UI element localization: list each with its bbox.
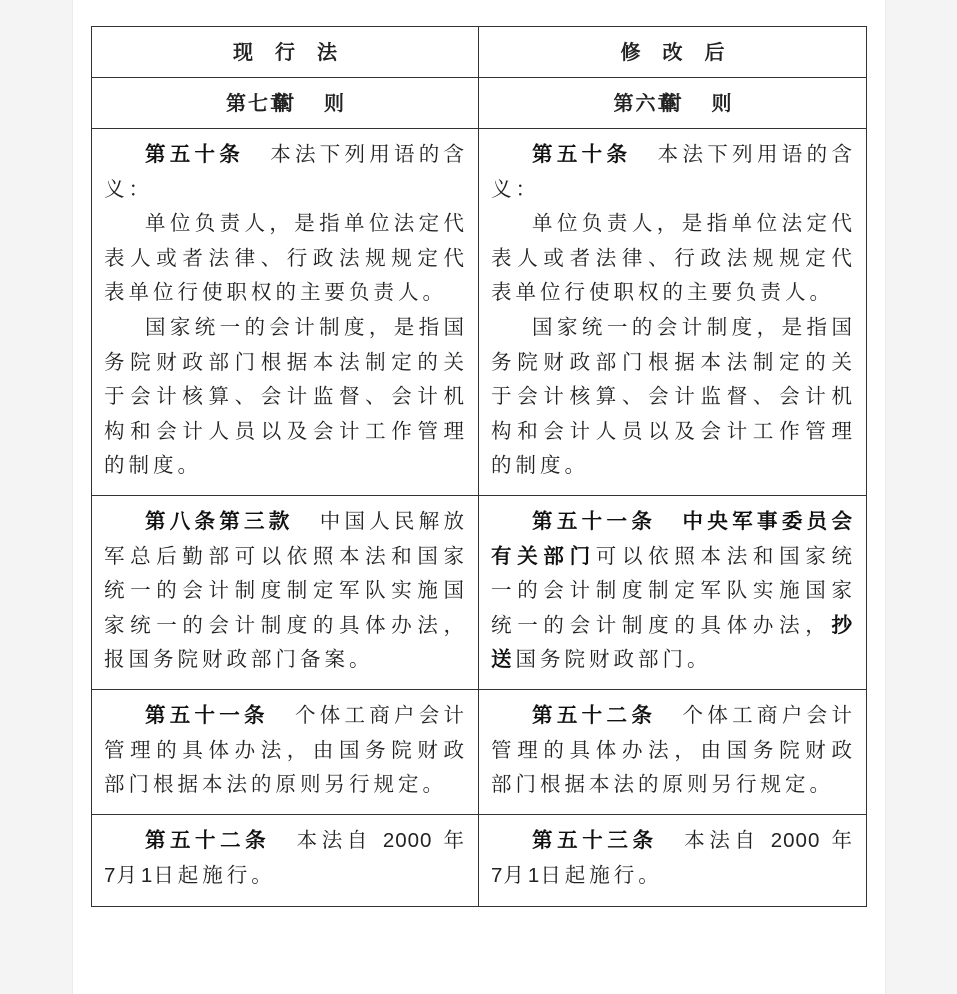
- table-row: [92, 814, 867, 906]
- article-text: 个体工商户会计管理的具体办法，由国务院财政部门根据本法的原则另行规定。: [491, 702, 857, 797]
- cell-amended-art51: [479, 495, 867, 689]
- amended-text: 抄送: [491, 612, 856, 672]
- cell-amended-art50: [479, 129, 867, 496]
- article-number: 第五十二条: [145, 827, 271, 852]
- cell-current-art51: [92, 689, 479, 814]
- article-number: 第五十三条: [532, 827, 658, 852]
- article-text: 可以依照本法和国家统一的会计制度制定军队实施国家统一的会计制度的具体办法，: [491, 543, 857, 637]
- law-comparison-table: [91, 26, 867, 907]
- article-text: 国家统一的会计制度，是指国务院财政部门根据本法制定的关于会计核算、会计监督、会计机构和会计人员以及会计工作管理的制度。: [104, 314, 468, 478]
- table-row: [92, 689, 867, 814]
- cell-current-art50: [92, 129, 479, 496]
- chapter-row: [92, 78, 867, 129]
- article-text: 单位负责人，是指单位法定代表人或者法律、行政法规规定代表单位行使职权的主要负责人。: [491, 211, 856, 305]
- table-row: [92, 495, 867, 689]
- header-row: [92, 27, 867, 78]
- article-number: 第五十条: [532, 142, 632, 166]
- article-text: 国务院财政部门。: [515, 647, 712, 672]
- chapter-amended: 第六章附则: [479, 78, 867, 129]
- article-text: 本法下列用语的含义：: [104, 142, 468, 201]
- article-number: 第五十条: [145, 142, 244, 166]
- article-number: 第五十二条: [532, 702, 657, 727]
- article-text: 个体工商户会计管理的具体办法，由国务院财政部门根据本法的原则另行规定。: [104, 702, 468, 797]
- article-number: 第八条第三款: [145, 508, 294, 533]
- article-number: 第五十一条: [145, 702, 269, 727]
- amended-text: 中央军事委员会有关部门: [491, 508, 857, 568]
- article-text: 单位负责人，是指单位法定代表人或者法律、行政法规规定代表单位行使职权的主要负责人。: [104, 211, 468, 305]
- article-number: 第五十一条: [532, 508, 657, 533]
- table-row: [92, 129, 867, 496]
- chapter-current: 第七章附则: [92, 78, 479, 129]
- cell-current-art8: [92, 495, 479, 689]
- article-text: 中国人民解放军总后勤部可以依照本法和国家统一的会计制度制定军队实施国家统一的会计制度的具体办法，报国务院财政部门备案。: [104, 508, 468, 672]
- header-current-law: 现行法: [92, 27, 479, 78]
- article-text: 国家统一的会计制度，是指国务院财政部门根据本法制定的关于会计核算、会计监督、会计机构和会计人员以及会计工作管理的制度。: [491, 314, 856, 478]
- cell-amended-art53: 第五十三条 本法自 2000 年7月1日起施行。: [479, 814, 867, 906]
- article-text: 本法下列用语的含义：: [491, 142, 857, 201]
- cell-current-art52: 第五十二条 本法自 2000 年7月1日起施行。: [92, 814, 479, 906]
- cell-amended-art52: [479, 689, 867, 814]
- header-amended-law: 修改后: [479, 27, 867, 78]
